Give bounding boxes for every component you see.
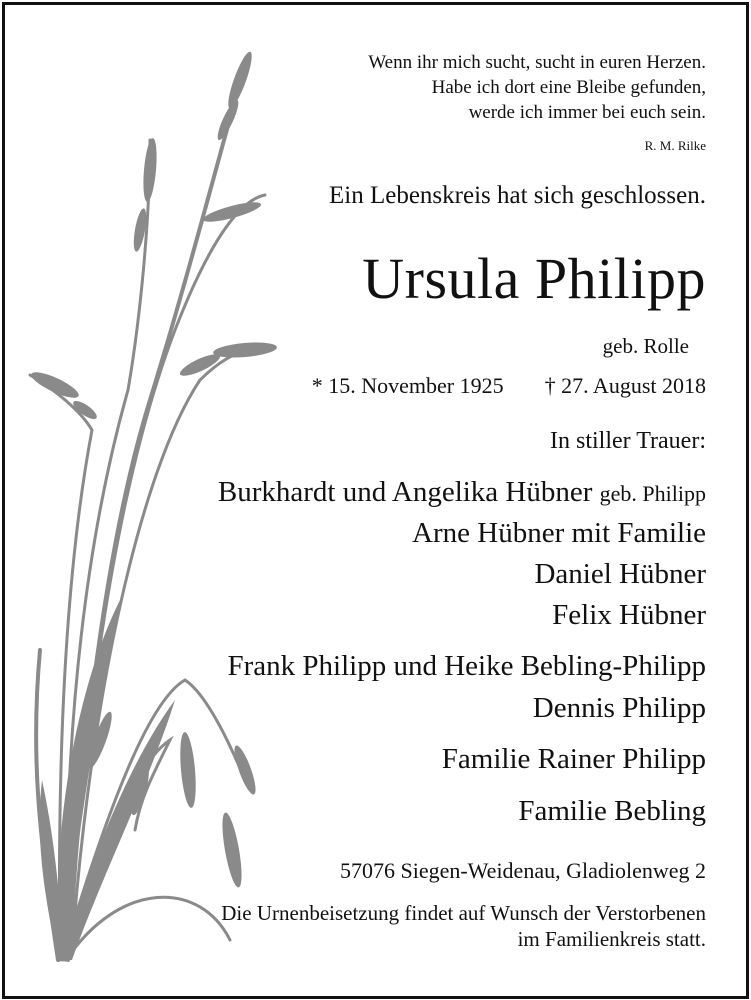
mourner-maiden-name: geb. Philipp xyxy=(599,481,706,506)
poem-line: Habe ich dort eine Bleibe gefunden, xyxy=(431,77,706,98)
mourner-line: Frank Philipp und Heike Bebling-Philipp xyxy=(227,650,706,682)
mourner-name: Burkhardt und Angelika Hübner xyxy=(217,476,593,508)
birth-date: * 15. November 1925 xyxy=(311,373,504,398)
mourner-line: Felix Hübner xyxy=(552,599,706,631)
mourner-line: Dennis Philipp xyxy=(532,692,706,724)
poem-author: R. M. Rilke xyxy=(644,138,706,153)
mourner-line: Familie Bebling xyxy=(518,795,706,827)
life-dates xyxy=(312,373,706,399)
mourner-line xyxy=(218,476,706,509)
burial-note-line: Die Urnenbeisetzung findet auf Wunsch der Verstorbenen xyxy=(221,901,706,925)
deceased-name: Ursula Philipp xyxy=(362,246,706,311)
mourners-label: In stiller Trauer: xyxy=(550,428,706,454)
maiden-name: geb. Rolle xyxy=(602,334,689,358)
poem xyxy=(368,50,706,125)
burial-note xyxy=(221,900,706,952)
burial-note-line: im Familienkreis statt. xyxy=(517,927,706,951)
address: 57076 Siegen-Weidenau, Gladiolenweg 2 xyxy=(339,858,706,883)
intro-text: Ein Lebenskreis hat sich geschlossen. xyxy=(329,182,706,209)
mourner-line: Arne Hübner mit Familie xyxy=(412,517,706,549)
poem-line: werde ich immer bei euch sein. xyxy=(468,102,706,123)
mourner-line: Familie Rainer Philipp xyxy=(441,743,706,775)
death-date: † 27. August 2018 xyxy=(544,373,706,398)
poem-line: Wenn ihr mich sucht, sucht in euren Herzen. xyxy=(368,52,706,73)
mourner-line: Daniel Hübner xyxy=(534,558,706,590)
